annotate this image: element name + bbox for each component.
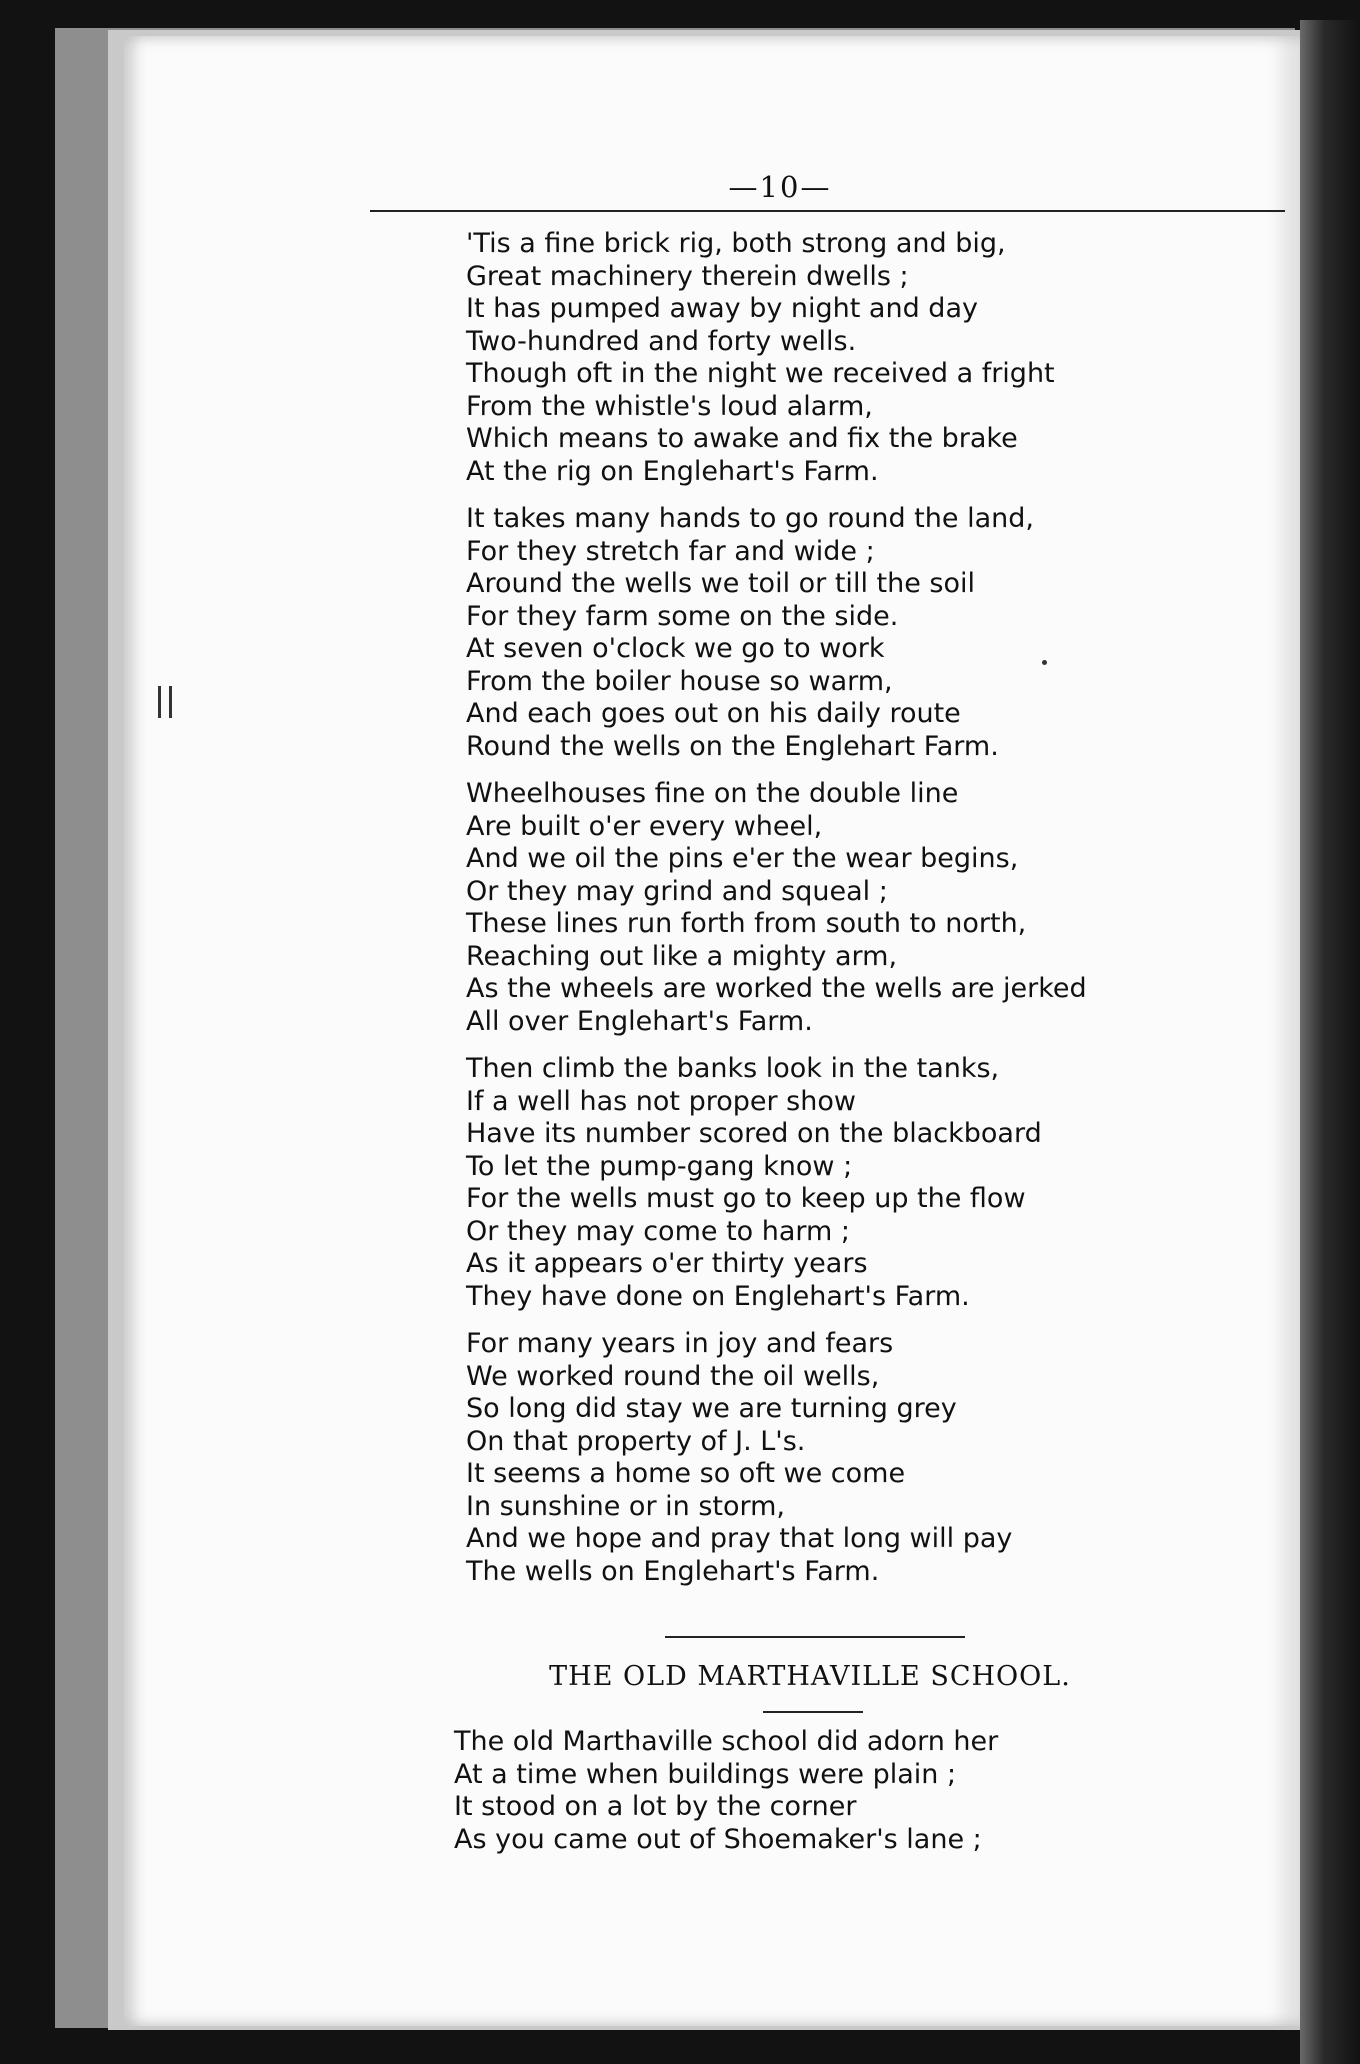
title-underline [763,1711,863,1713]
page-number: —10— [728,170,832,204]
poem-line: Are built o'er every wheel, [466,810,823,842]
poem-line: The old Marthaville school did adorn her [454,1726,999,1757]
poem-line: They have done on Englehart's Farm. [466,1280,970,1312]
poem-marthaville-school [454,1726,1254,1856]
poem-line: So long did stay we are turning grey [466,1393,957,1424]
poem-line: From the boiler house so warm, [466,665,893,697]
poem-line: Then climb the banks look in the tanks, [466,1053,1000,1084]
poem-line: It seems a home so oft we come [466,1458,906,1489]
poem-line: It has pumped away by night and day [466,293,978,324]
poem-line: Or they may come to harm ; [466,1215,851,1247]
poem-line: Or they may grind and squeal ; [466,875,888,907]
poem-line: All over Englehart's Farm. [466,1005,813,1037]
poem-title: THE OLD MARTHAVILLE SCHOOL. [549,1661,1071,1692]
poem-line: For they farm some on the side. [466,600,899,632]
stanza [466,1328,1266,1588]
poem-line: It takes many hands to go round the land, [466,503,1034,534]
stanza [466,503,1266,763]
stanza [466,1053,1266,1313]
poem-line: And we oil the pins e'er the wear begins, [466,843,1019,874]
poem-englehart-farm [466,228,1266,1603]
header-rule [370,210,1285,212]
poem-line: From the whistle's loud alarm, [466,390,873,422]
poem-line: In sunshine or in storm, [466,1490,786,1522]
section-divider [665,1636,965,1638]
scan-border [1300,20,1360,2064]
poem-line: And we hope and pray that long will pay [466,1523,1013,1554]
poem-line: Great machinery therein dwells ; [466,260,909,292]
poem-line: As the wheels are worked the wells are jerked [466,973,1087,1004]
poem-line: Have its number scored on the blackboard [466,1118,1042,1149]
stanza [466,228,1266,488]
poem-line: Wheelhouses fine on the double line [466,778,959,809]
poem-line: At seven o'clock we go to work [466,633,885,664]
poem-line: It stood on a lot by the corner [454,1791,857,1822]
poem-line: If a well has not proper show [466,1085,856,1117]
margin-mark [158,686,172,718]
poem-line: For many years in joy and fears [466,1328,894,1359]
poem-line: As you came out of Shoemaker's lane ; [454,1823,982,1855]
poem-line: And each goes out on his daily route [466,698,961,729]
poem-line: At the rig on Englehart's Farm. [466,455,879,487]
poem-line: On that property of J. L's. [466,1425,806,1457]
poem-line: Which means to awake and fix the brake [466,423,1018,454]
poem-line: We worked round the oil wells, [466,1360,880,1392]
poem-line: The wells on Englehart's Farm. [466,1555,880,1587]
stanza [466,778,1266,1038]
poem-line: As it appears o'er thirty years [466,1248,868,1279]
poem-line: For they stretch far and wide ; [466,535,875,567]
poem-line: Two-hundred and forty wells. [466,325,857,357]
poem-line: Though oft in the night we received a fright [466,358,1055,389]
poem-line: For the wells must go to keep up the flow [466,1183,1026,1214]
poem-line: At a time when buildings were plain ; [454,1758,957,1790]
poem-line: 'Tis a fine brick rig, both strong and big, [466,228,1006,259]
poem-line: These lines run forth from south to north, [466,908,1027,939]
poem-line: Round the wells on the Englehart Farm. [466,730,999,762]
poem-line: Reaching out like a mighty arm, [466,940,898,972]
poem-line: To let the pump-gang know ; [466,1150,853,1182]
poem-line: Around the wells we toil or till the soil [466,568,976,599]
